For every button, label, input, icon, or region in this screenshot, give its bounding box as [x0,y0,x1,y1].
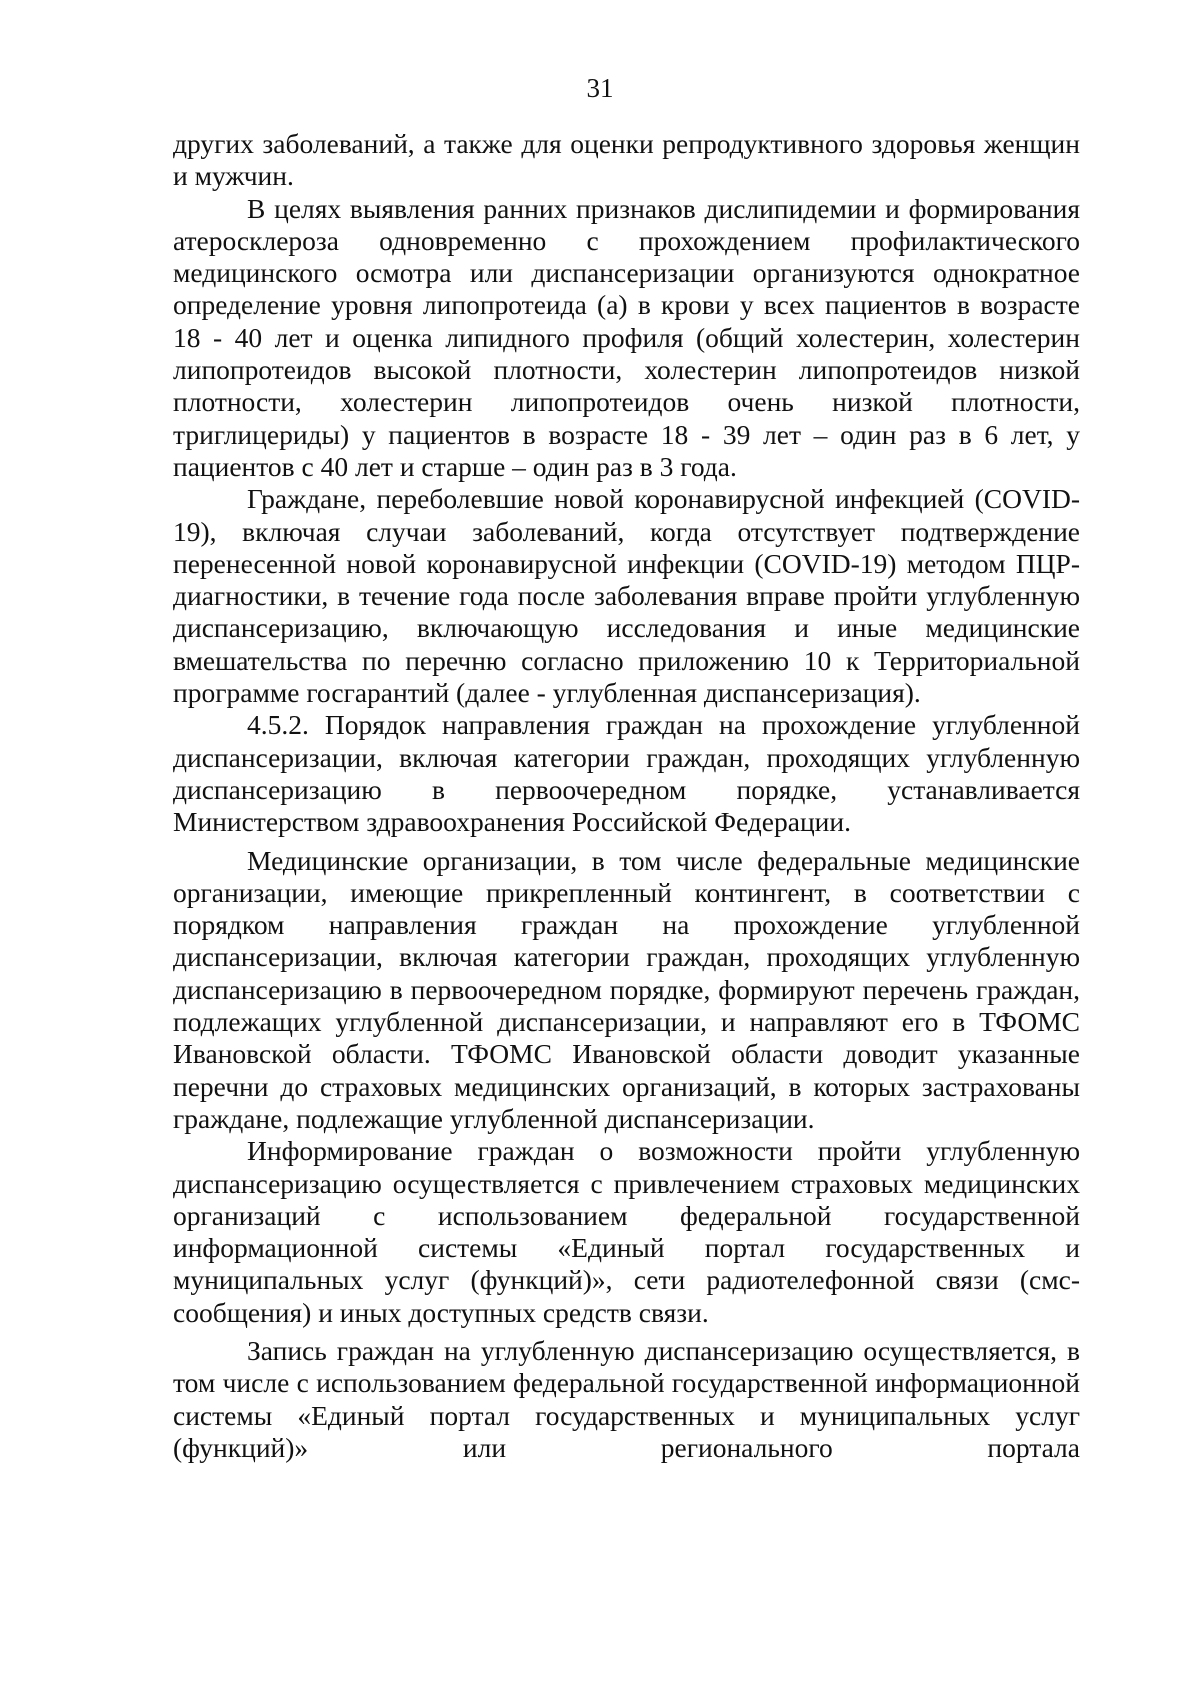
paragraph-informing-citizens: Информирование граждан о возможности пройти углубленную диспансеризацию осуществляется с привлечением страховых медицинских организаций с использованием федеральной государственной информационной системы «Единый портал государственных и муниципальных услуг (функций)», сети радиотелефонной связи (смс-сообщения) и иных доступных средств связи. [173,1135,1080,1328]
paragraph-medical-organizations: Медицинские организации, в том числе федеральные медицинские организации, имеющие прикрепленный контингент, в соответствии с порядком направления граждан на прохождение углубленной диспансеризации, включая категории граждан, проходящих углубленную диспансеризацию в первоочередном порядке, формируют перечень граждан, подлежащих углубленной диспансеризации, и направляют его в ТФОМС Ивановской области. ТФОМС Ивановской области доводит указанные перечни до страховых медицинских организаций, в которых застрахованы граждане, подлежащие углубленной диспансеризации. [173,844,1080,1134]
paragraph-4-5-2: 4.5.2. Порядок направления граждан на прохождение углубленной диспансеризации, включая категории граждан, проходящих углубленную диспансеризацию в первоочередном порядке, устанавливается Министерством здравоохранения Российской Федерации. [173,709,1080,838]
page-number: 31 [586,73,614,103]
document-body [173,128,1080,1464]
paragraph-continuation: других заболеваний, а также для оценки репродуктивного здоровья женщин и мужчин. [173,128,1080,192]
paragraph-registration: Запись граждан на углубленную диспансеризацию осуществляется, в том числе с использованием федеральной государственной информационной системы «Единый портал государственных и муниципальных услуг (функций)» или регионального портала [173,1334,1080,1463]
paragraph-dyslipidemia: В целях выявления ранних признаков дислипидемии и формирования атеросклероза одновременно с прохождением профилактического медицинского осмотра или диспансеризации организуются однократное определение уровня липопротеида (а) в крови у всех пациентов в возрасте 18 - 40 лет и оценка липидного профиля (общий холестерин, холестерин липопротеидов высокой плотности, холестерин липопротеидов низкой плотности, холестерин липопротеидов очень низкой плотности, триглицериды) у пациентов в возрасте 18 - 39 лет – один раз в 6 лет, у пациентов с 40 лет и старше – один раз в 3 года. [173,192,1080,482]
paragraph-covid-dispensarization: Граждане, переболевшие новой коронавирусной инфекцией (COVID-19), включая случаи заболеваний, когда отсутствует подтверждение перенесенной новой коронавирусной инфекции (COVID-19) методом ПЦР-диагностики, в течение года после заболевания вправе пройти углубленную диспансеризацию, включающую исследования и иные медицинские вмешательства по перечню согласно приложению 10 к Территориальной программе госгарантий (далее - углубленная диспансеризация). [173,483,1080,709]
